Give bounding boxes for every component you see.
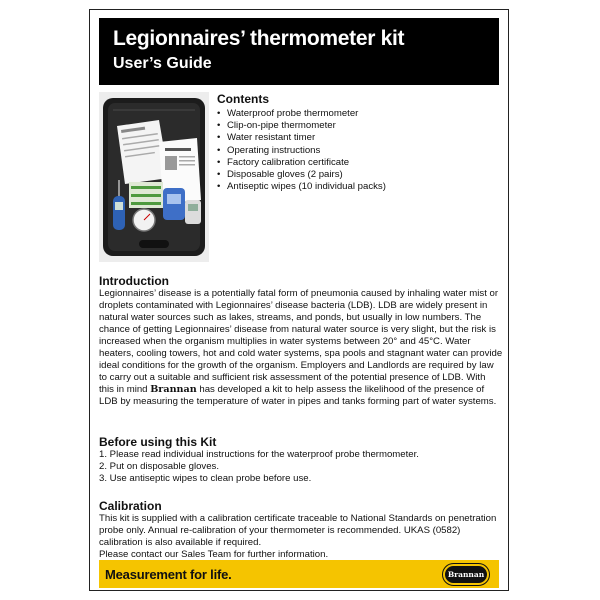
list-item-label: Waterproof probe thermometer [227,108,359,119]
brannan-logo [443,564,489,585]
list-item-label: Disposable gloves (2 pairs) [227,169,343,181]
bullet-icon: • [217,132,221,144]
list-item: 2. Put on disposable gloves. [99,461,220,473]
list-item-label: Operating instructions [227,144,321,156]
list-item: 3. Use antiseptic wipes to clean probe before use. [99,473,312,485]
brand-name: Brannan [150,384,197,395]
list-item [217,120,497,132]
list-item [217,132,497,144]
bullet-icon: • [217,120,221,132]
list-item [217,108,497,120]
list-item-label: Factory calibration certificate [227,156,350,168]
page-subtitle: User’s Guide [113,55,212,72]
contents-heading: Contents [217,92,269,106]
bullet-icon: • [217,108,221,119]
list-item-label: Antiseptic wipes (10 individual packs) [227,181,386,193]
list-item [217,145,497,157]
before-using-heading: Before using this Kit [99,435,217,449]
bullet-icon: • [217,144,221,156]
page-title: Legionnaires’ thermometer kit [113,27,405,50]
calibration-heading: Calibration [99,499,162,513]
bullet-icon: • [217,156,221,168]
title-banner [99,18,499,85]
list-item [217,169,497,181]
slogan: Measurement for life. [105,567,232,582]
steps-list [99,449,503,486]
introduction-heading: Introduction [99,274,169,288]
list-item [217,181,497,193]
list-item: 1. Please read individual instructions for the waterproof probe thermometer. [99,449,419,460]
footer-bar [99,560,499,588]
list-item [217,157,497,169]
calibration-contact: Please contact our Sales Team for further information. [99,549,329,560]
contents-section [217,92,497,193]
logo-text: Brannan [447,570,485,579]
bullet-icon: • [217,169,221,181]
list-item-label: Clip-on-pipe thermometer [227,120,336,132]
kit-case-photo [99,92,209,262]
calibration-section [99,499,503,561]
calibration-text: This kit is supplied with a calibration certificate traceable to National Standards on penetration probe only. Annual re-calibration of your thermometer is recommended. UKAS (0582) calibration is also available if required. [99,513,497,548]
bullet-icon: • [217,181,221,193]
user-guide-page [89,9,509,591]
before-using-section [99,435,503,486]
thermometer-kit-case-icon [99,92,209,262]
introduction-section [99,274,503,408]
contents-list [217,108,497,193]
introduction-text: Legionnaires’ disease is a potentially fatal form of pneumonia caused by inhaling water mist or droplets contaminated with Legionnaires’ disease bacteria (LDB). LDB are widely present in natural water sources such as lakes, streams, and ponds, but usually in low numbers. The chance of getting Legionnaires’ disease from natural water source is very slight, but the risk is increased when the organism multiplies in water systems between 20° and 45°C. Water heaters, cooling towers, hot and cold water systems, spa pools and stagnant water can provide ideal conditions for the growth of the organism. Employers and Landlords are required by law to carry out a suitable and sufficient risk assessment of the potential presence of LDB. With this in mind Brannan has developed a kit to help assess the likelihood of the presence of LDB by measuring the temperature of water in pipes and tanks forming part of water systems. [99,288,503,407]
list-item-label: Water resistant timer [227,132,316,144]
